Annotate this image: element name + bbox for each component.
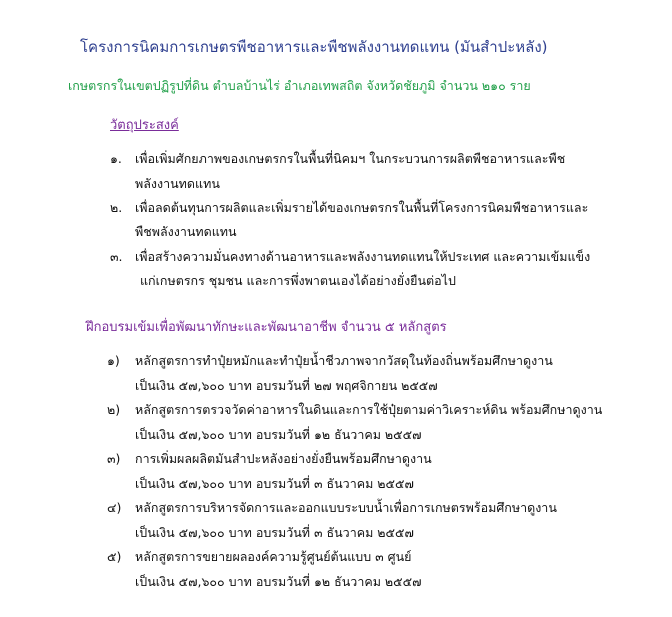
course-title: การเพิ่มผลผลิตมันสำปะหลังอย่างยั่งยืนพร้อมศึกษาดูงาน xyxy=(135,451,432,466)
course-details: เป็นเงิน ๕๗,๖๐๐ บาท อบรมวันที่ ๓ ธันวาคม ๒๕๕๗ xyxy=(135,476,414,491)
document-title: โครงการนิคมการเกษตรพืชอาหารและพืชพลังงานทดแทน (มันสำปะหลัง) xyxy=(80,38,548,56)
course-number: ๒) xyxy=(107,402,121,417)
course-title: หลักสูตรการทำปุ๋ยหมักและทำปุ๋ยน้ำชีวภาพจากวัสดุในท้องถิ่นพร้อมศึกษาดูงาน xyxy=(135,353,553,368)
course-details: เป็นเงิน ๕๗,๖๐๐ บาท อบรมวันที่ ๒๗ พฤศจิกายน ๒๕๕๗ xyxy=(135,378,438,393)
course-details: เป็นเงิน ๕๗,๖๐๐ บาท อบรมวันที่ ๑๒ ธันวาคม ๒๕๕๗ xyxy=(135,427,422,442)
objective-text: เพื่อสร้างความมั่นคงทางด้านอาหารและพลังงานทดแทนให้ประเทศ และความเข้มแข็ง xyxy=(135,249,591,264)
objective-text-continued: พลังงานทดแทน xyxy=(135,176,220,191)
course-title: หลักสูตรการตรวจวัดค่าอาหารในดินและการใช้ปุ๋ยตามค่าวิเคราะห์ดิน พร้อมศึกษาดูงาน xyxy=(135,402,603,417)
course-title: หลักสูตรการบริหารจัดการและออกแบบระบบน้ำเพื่อการเกษตรพร้อมศึกษาดูงาน xyxy=(135,500,557,515)
objective-text-continued: พืชพลังงานทดแทน xyxy=(135,224,237,239)
objective-text: เพื่อลดต้นทุนการผลิตและเพิ่มรายได้ของเกษตรกรในพื้นที่โครงการนิคมพืชอาหารและ xyxy=(135,200,589,215)
course-number: ๓) xyxy=(107,451,121,466)
course-number: ๔) xyxy=(107,500,122,515)
course-details: เป็นเงิน ๕๗,๖๐๐ บาท อบรมวันที่ ๓ ธันวาคม ๒๕๕๗ xyxy=(135,525,414,540)
course-number: ๑) xyxy=(107,353,120,368)
objective-text: เพื่อเพิ่มศักยภาพของเกษตรกรในพื้นที่นิคมฯ ในกระบวนการผลิตพืชอาหารและพืช xyxy=(135,151,566,166)
document-subtitle: เกษตรกรในเขตปฏิรูปที่ดิน ตำบลบ้านไร่ อำเภอเทพสถิต จังหวัดชัยภูมิ จำนวน ๒๑๐ ราย xyxy=(68,78,531,93)
course-details: เป็นเงิน ๕๗,๖๐๐ บาท อบรมวันที่ ๑๒ ธันวาคม ๒๕๕๗ xyxy=(135,574,422,589)
objective-number: ๒. xyxy=(110,200,123,215)
objective-text-continued: แก่เกษตรกร ชุมชน และการพึ่งพาตนเองได้อย่างยั่งยืนต่อไป xyxy=(140,273,456,288)
objective-number: ๓. xyxy=(110,249,123,264)
course-title: หลักสูตรการขยายผลองค์ความรู้ศูนย์ต้นแบบ ๓ ศูนย์ xyxy=(135,549,412,564)
objectives-heading: วัตถุประสงค์ xyxy=(110,118,179,133)
objective-number: ๑. xyxy=(110,151,122,166)
training-heading: ฝึกอบรมเข้มเพื่อพัฒนาทักษะและพัฒนาอาชีพ จำนวน ๕ หลักสูตร xyxy=(86,320,447,335)
course-number: ๕) xyxy=(107,549,122,564)
